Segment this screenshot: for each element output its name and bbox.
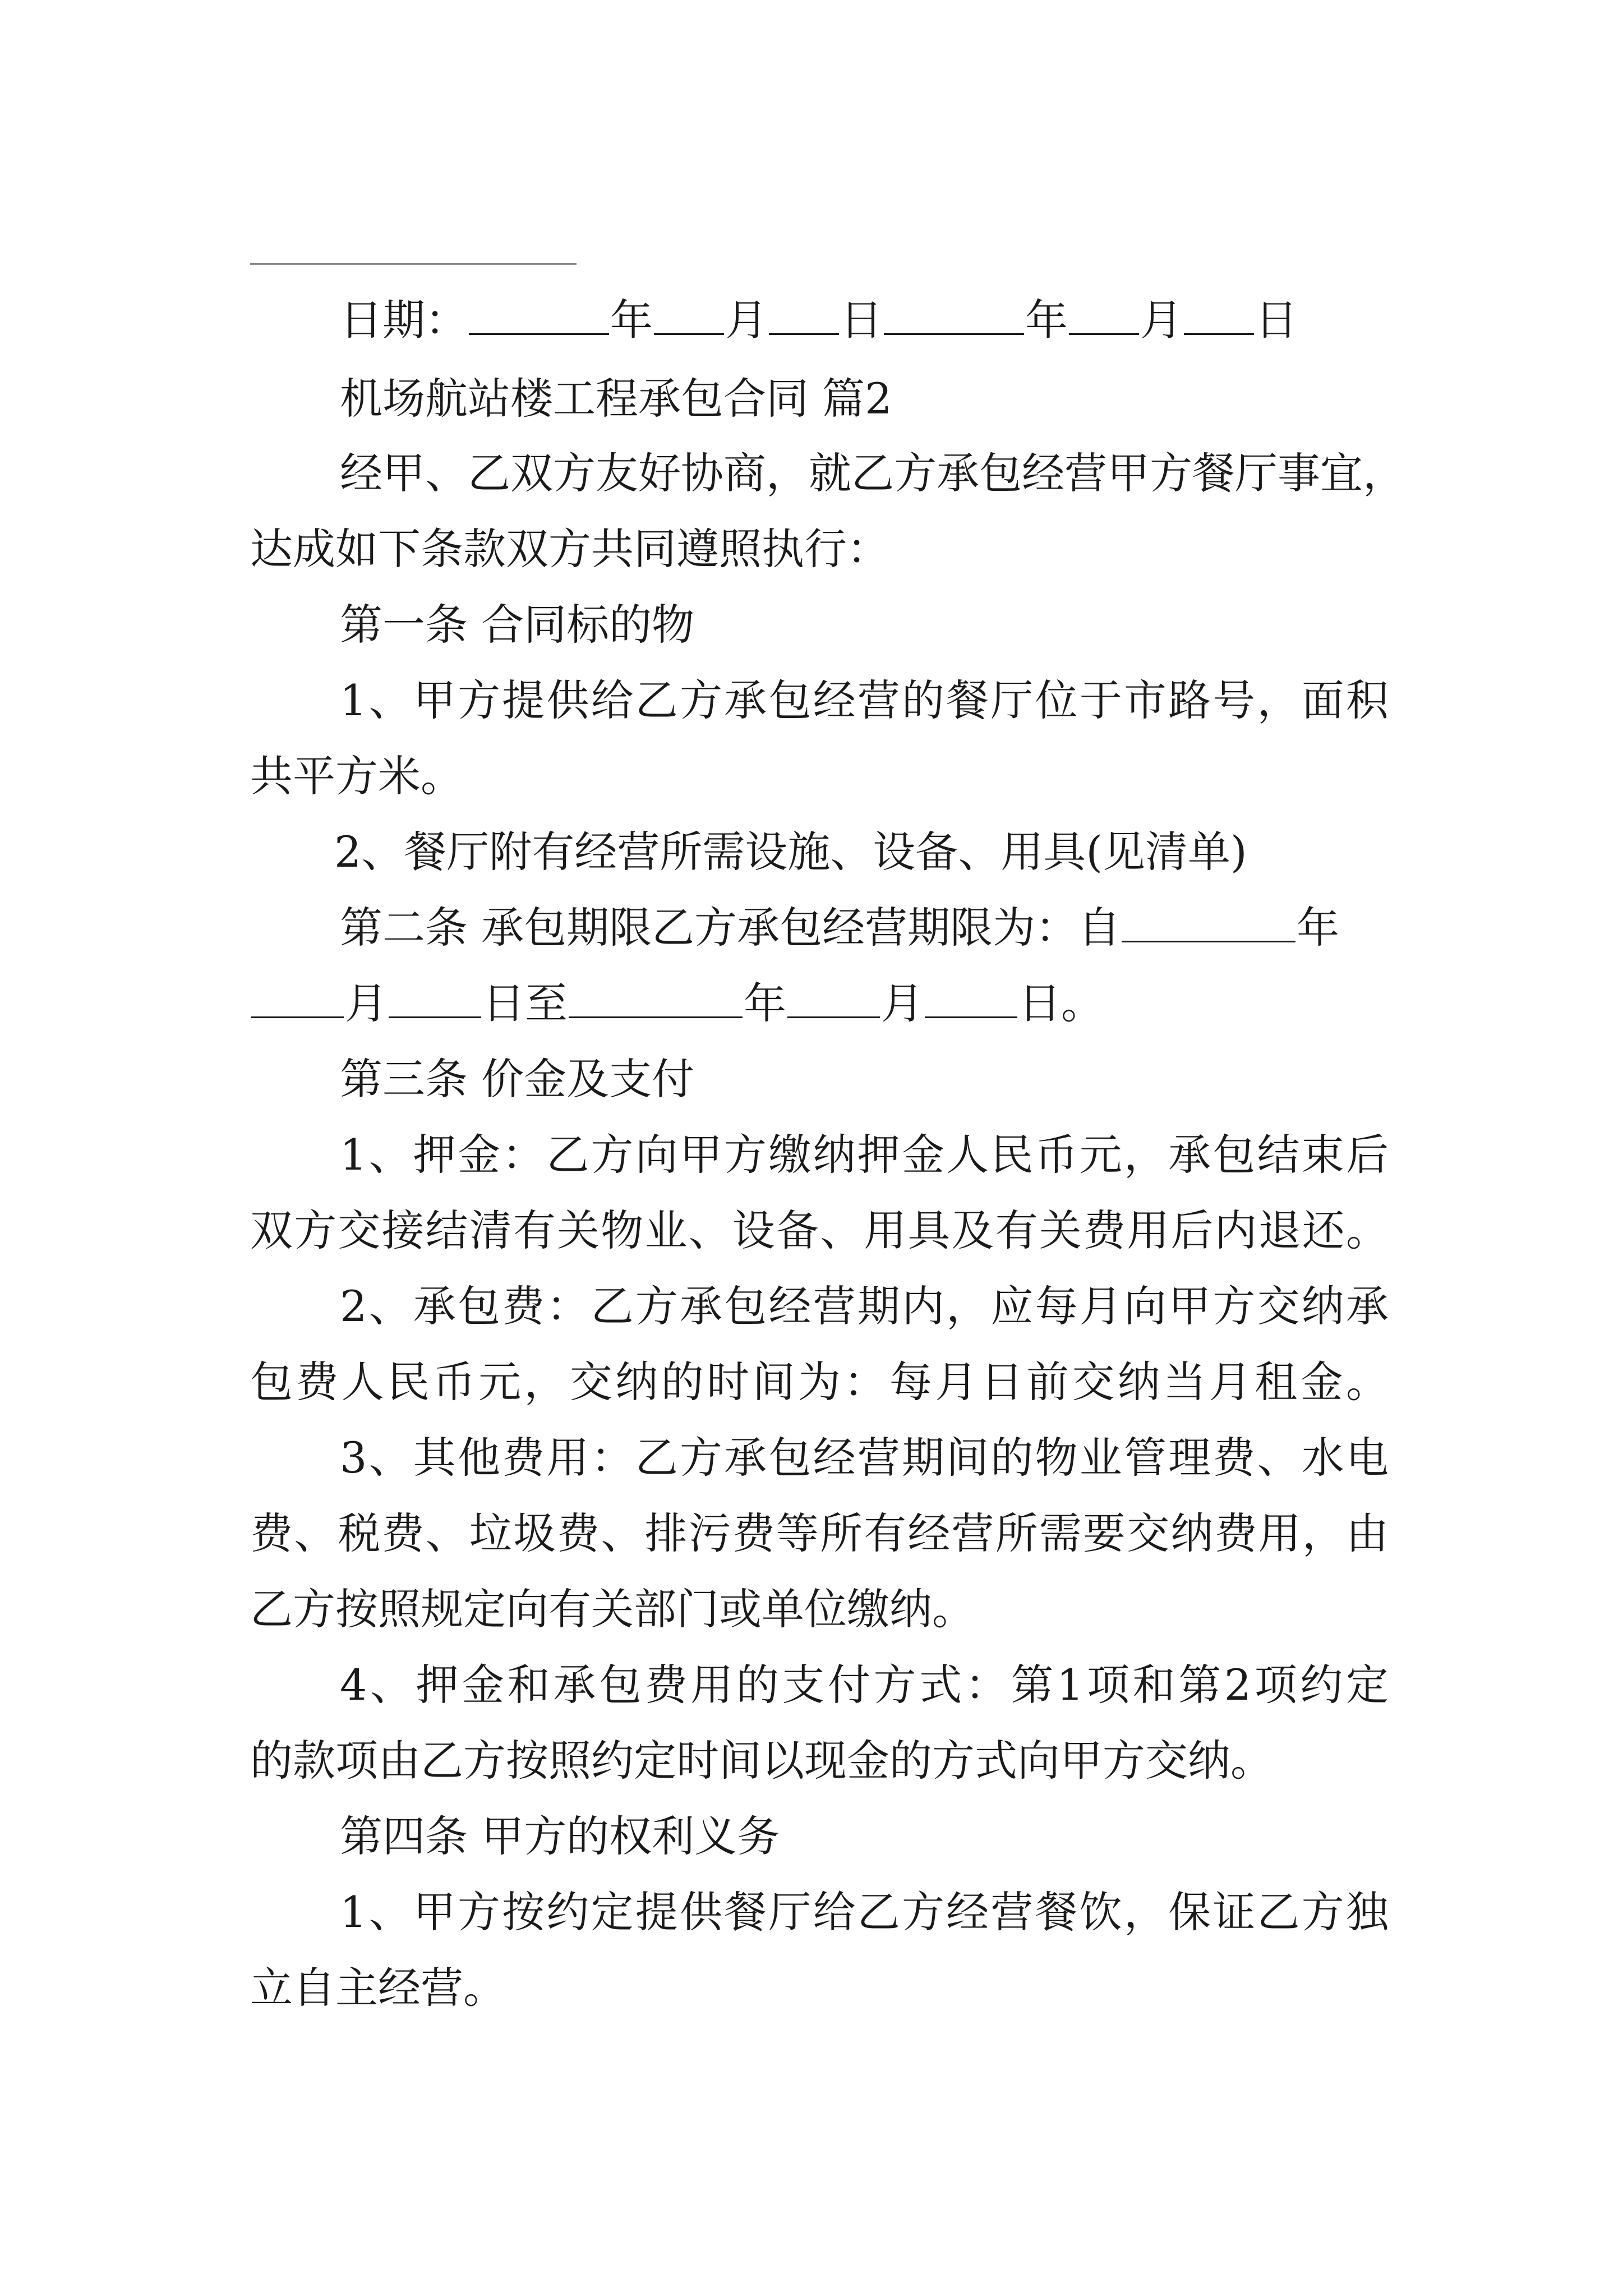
date-year-1: 年 [610,295,653,345]
top-divider-line [250,263,577,265]
date-day-1: 日 [840,295,883,345]
end-year-label: 年 [744,978,786,1028]
blank-end-year[interactable] [569,1012,743,1018]
article-3-title: 第三条 价金及支付 [340,1054,695,1104]
article-3-item-3-line-1: 3、其他费用：乙方承包经营期间的物业管理费、水电 [340,1433,1389,1483]
article-2-year-label: 年 [1297,903,1340,953]
blank-start-day[interactable] [389,1012,481,1018]
article-3-item-4-line-2: 的款项由乙方按照约定时间以现金的方式向甲方交纳。 [250,1736,1273,1786]
blank-start-month[interactable] [251,1012,344,1018]
blank-end-day[interactable] [925,1012,1017,1018]
article-1-item-2: 2、餐厅附有经营所需设施、设备、用具(见清单) [334,827,1247,877]
blank-end-month[interactable] [787,1012,880,1018]
contract-heading: 机场航站楼工程承包合同 篇2 [340,374,892,424]
article-2-line-1 [250,900,1389,956]
date-label: 日期： [340,295,468,345]
date-month-1: 月 [725,295,768,345]
blank-month-2[interactable] [1069,329,1139,335]
intro-line-2: 达成如下条款双方共同遵照执行： [250,524,889,574]
article-1-title: 第一条 合同标的物 [340,600,695,650]
article-4-title: 第四条 甲方的权利义务 [340,1811,780,1861]
article-1-item-1-line-1: 1、甲方提供给乙方承包经营的餐厅位于市路号，面积 [340,675,1389,725]
blank-year-1[interactable] [469,329,609,335]
article-3-item-4-line-1: 4、押金和承包费用的支付方式：第1项和第2项约定 [340,1660,1389,1710]
date-month-2: 月 [1140,295,1183,345]
blank-day-2[interactable] [1184,329,1254,335]
article-3-item-1-line-2: 双方交接结清有关物业、设备、用具及有关费用后内退还。 [250,1205,1389,1255]
date-day-2: 日 [1255,295,1298,345]
article-3-item-3-line-3: 乙方按照规定向有关部门或单位缴纳。 [250,1584,975,1634]
article-4-item-1-line-1: 1、甲方按约定提供餐厅给乙方经营餐饮，保证乙方独 [340,1887,1389,1937]
article-3-item-1-line-1: 1、押金：乙方向甲方缴纳押金人民币元，承包结束后 [340,1130,1389,1180]
start-day-to-label: 日至 [482,978,568,1028]
blank-month-1[interactable] [654,329,724,335]
start-month-label: 月 [345,978,388,1028]
intro-line-1: 经甲、乙双方友好协商，就乙方承包经营甲方餐厅事宜， [340,448,1405,498]
blank-year-2[interactable] [884,329,1024,335]
date-year-2: 年 [1025,295,1068,345]
article-1-item-1-line-2: 共平方米。 [250,751,463,801]
article-3-item-2-line-1: 2、承包费：乙方承包经营期内，应每月向甲方交纳承 [340,1281,1389,1331]
blank-start-year[interactable] [1122,936,1295,942]
blank-day-1[interactable] [769,329,839,335]
article-3-item-3-line-2: 费、税费、垃圾费、排污费等所有经营所需要交纳费用，由 [250,1508,1389,1558]
article-4-item-1-line-2: 立自主经营。 [250,1963,506,2013]
article-2-line-2 [250,976,1389,1032]
article-2-text: 第二条 承包期限乙方承包经营期限为：自 [340,903,1121,953]
article-3-item-2-line-2: 包费人民币元，交纳的时间为：每月日前交纳当月租金。 [250,1357,1389,1407]
end-month-label: 月 [881,978,924,1028]
date-line [250,292,1389,348]
end-day-label: 日。 [1018,978,1104,1028]
